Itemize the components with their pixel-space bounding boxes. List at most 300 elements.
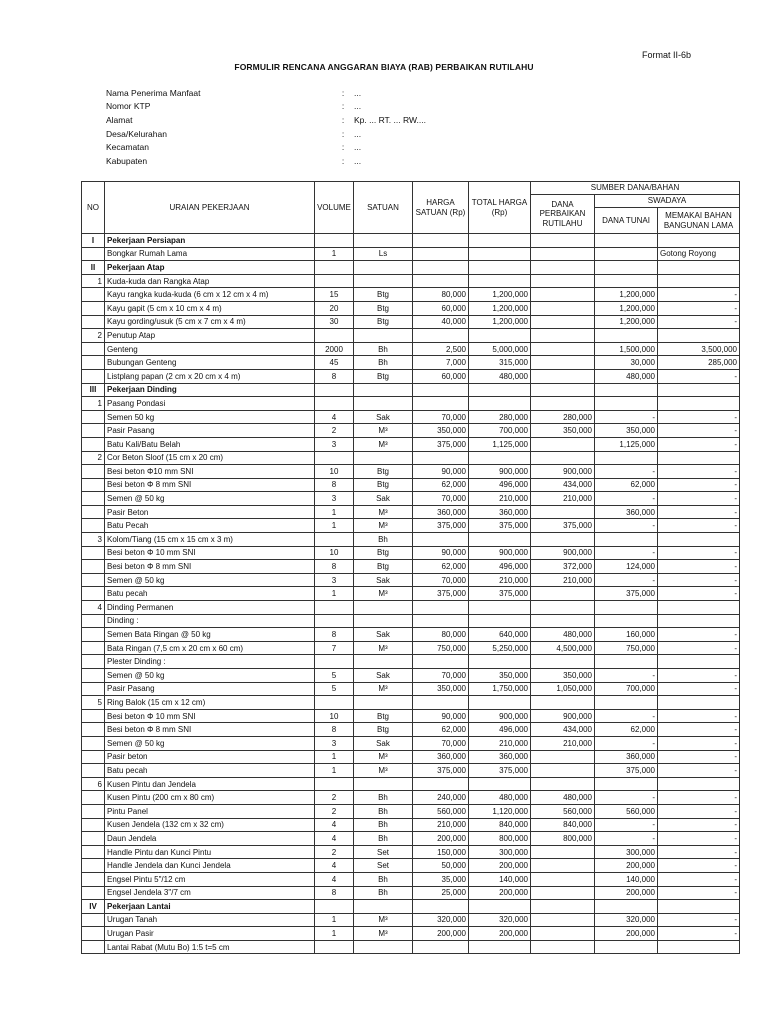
cell-bahan-lama: - [658,913,740,927]
cell-harga-satuan [413,451,469,465]
cell-dana-perbaikan [531,533,595,547]
cell-dana-perbaikan: 4,500,000 [531,641,595,655]
cell-harga-satuan: 60,000 [413,301,469,315]
cell-uraian: Bata Ringan (7,5 cm x 20 cm x 60 cm) [105,641,315,655]
cell-no [82,410,105,424]
cell-volume: 2 [315,845,354,859]
cell-volume: 15 [315,288,354,302]
cell-satuan: Sak [354,492,413,506]
info-row [106,154,426,168]
cell-no: 2 [82,451,105,465]
info-row [106,100,426,114]
info-colon: : [341,114,345,125]
cell-dana-perbaikan: 840,000 [531,818,595,832]
cell-bahan-lama [658,261,740,275]
cell-dana-perbaikan [531,315,595,329]
cell-satuan [354,397,413,411]
cell-dana-tunai [595,533,658,547]
cell-harga-satuan [413,614,469,628]
cell-total-harga: 200,000 [469,859,531,873]
cell-no: 1 [82,397,105,411]
cell-bahan-lama: - [658,478,740,492]
cell-bahan-lama: - [658,859,740,873]
table-row [82,940,740,954]
cell-satuan [354,451,413,465]
cell-total-harga [469,329,531,343]
cell-bahan-lama: - [658,682,740,696]
cell-uraian: Pekerjaan Persiapan [105,234,315,248]
cell-dana-tunai: 160,000 [595,628,658,642]
cell-dana-perbaikan [531,859,595,873]
cell-no [82,859,105,873]
cell-volume: 10 [315,546,354,560]
cell-harga-satuan: 70,000 [413,669,469,683]
cell-bahan-lama: - [658,410,740,424]
cell-dana-tunai: - [595,465,658,479]
table-row [82,397,740,411]
table-row [82,709,740,723]
cell-bahan-lama: - [658,315,740,329]
cell-dana-perbaikan [531,369,595,383]
cell-dana-perbaikan: 560,000 [531,804,595,818]
table-row [82,927,740,941]
cell-bahan-lama: - [658,669,740,683]
cell-harga-satuan [413,397,469,411]
cell-bahan-lama: - [658,832,740,846]
table-row [82,601,740,615]
cell-bahan-lama: - [658,845,740,859]
cell-total-harga: 1,125,000 [469,437,531,451]
table-row [82,478,740,492]
cell-total-harga [469,261,531,275]
cell-volume: 8 [315,886,354,900]
table-row [82,505,740,519]
cell-bahan-lama: - [658,519,740,533]
cell-dana-tunai: 350,000 [595,424,658,438]
cell-volume: 1 [315,750,354,764]
cell-total-harga: 1,200,000 [469,288,531,302]
cell-volume [315,451,354,465]
table-row [82,369,740,383]
cell-satuan: Bh [354,872,413,886]
cell-satuan: Bh [354,356,413,370]
cell-no [82,478,105,492]
cell-dana-tunai: 360,000 [595,505,658,519]
cell-uraian: Besi beton Φ 8 mm SNI [105,723,315,737]
cell-total-harga [469,900,531,914]
cell-volume [315,329,354,343]
cell-satuan [354,696,413,710]
cell-harga-satuan [413,777,469,791]
cell-satuan: Btg [354,546,413,560]
cell-harga-satuan: 350,000 [413,682,469,696]
form-title: FORMULIR RENCANA ANGGARAN BIAYA (RAB) PERBAIKAN RUTILAHU [234,62,534,72]
cell-volume: 4 [315,872,354,886]
info-row [106,86,426,100]
cell-uraian: Besi beton Φ 8 mm SNI [105,560,315,574]
cell-satuan: Set [354,845,413,859]
cell-satuan [354,940,413,954]
cell-volume: 20 [315,301,354,315]
cell-volume: 1 [315,913,354,927]
cell-volume: 3 [315,736,354,750]
cell-bahan-lama: - [658,492,740,506]
cell-dana-tunai: - [595,492,658,506]
cell-no [82,342,105,356]
cell-uraian: Semen Bata Ringan @ 50 kg [105,628,315,642]
cell-total-harga [469,940,531,954]
cell-uraian: Kuda-kuda dan Rangka Atap [105,274,315,288]
cell-total-harga: 900,000 [469,465,531,479]
cell-bahan-lama: - [658,804,740,818]
cell-uraian: Batu Pecah [105,519,315,533]
cell-no [82,641,105,655]
cell-satuan: M³ [354,913,413,927]
cell-volume: 1 [315,587,354,601]
table-row [82,723,740,737]
cell-satuan: M³ [354,505,413,519]
cell-no [82,791,105,805]
cell-dana-perbaikan [531,940,595,954]
cell-dana-tunai: 62,000 [595,478,658,492]
cell-volume [315,655,354,669]
cell-uraian: Pasir Pasang [105,682,315,696]
cell-total-harga: 360,000 [469,750,531,764]
cell-uraian: Kayu gapit (5 cm x 10 cm x 4 m) [105,301,315,315]
cell-total-harga: 140,000 [469,872,531,886]
cell-satuan: Bh [354,818,413,832]
rab-table [81,181,740,954]
cell-harga-satuan: 25,000 [413,886,469,900]
cell-volume [315,614,354,628]
cell-volume: 4 [315,832,354,846]
cell-uraian: Pasir Beton [105,505,315,519]
info-colon: : [341,155,345,166]
header-bahan-lama: MEMAKAI BAHAN BANGUNAN LAMA [658,208,740,234]
cell-satuan: Btg [354,369,413,383]
cell-volume: 8 [315,478,354,492]
info-row [106,127,426,141]
cell-bahan-lama: 285,000 [658,356,740,370]
cell-dana-tunai [595,329,658,343]
table-row [82,315,740,329]
cell-harga-satuan: 62,000 [413,723,469,737]
cell-no [82,750,105,764]
cell-dana-tunai: 200,000 [595,859,658,873]
cell-bahan-lama: 3,500,000 [658,342,740,356]
cell-uraian: Pekerjaan Atap [105,261,315,275]
cell-harga-satuan [413,533,469,547]
cell-harga-satuan: 375,000 [413,437,469,451]
cell-harga-satuan: 62,000 [413,478,469,492]
cell-total-harga [469,451,531,465]
cell-bahan-lama [658,383,740,397]
cell-no [82,764,105,778]
cell-harga-satuan [413,900,469,914]
cell-total-harga: 496,000 [469,560,531,574]
section-row [82,234,740,248]
cell-no: 6 [82,777,105,791]
cell-satuan: Btg [354,723,413,737]
cell-total-harga: 315,000 [469,356,531,370]
cell-no [82,301,105,315]
cell-bahan-lama: - [658,437,740,451]
cell-no [82,519,105,533]
cell-total-harga [469,777,531,791]
cell-satuan [354,383,413,397]
cell-bahan-lama [658,329,740,343]
cell-total-harga: 640,000 [469,628,531,642]
cell-bahan-lama [658,696,740,710]
cell-no [82,927,105,941]
cell-uraian: Semen @ 50 kg [105,669,315,683]
cell-dana-tunai: - [595,818,658,832]
cell-uraian: Handle Pintu dan Kunci Pintu [105,845,315,859]
cell-uraian: Dinding : [105,614,315,628]
cell-uraian: Kusen Jendela (132 cm x 32 cm) [105,818,315,832]
cell-uraian: Kusen Pintu dan Jendela [105,777,315,791]
cell-dana-perbaikan: 280,000 [531,410,595,424]
cell-harga-satuan: 70,000 [413,410,469,424]
cell-harga-satuan [413,234,469,248]
beneficiary-info [106,86,426,168]
cell-satuan: Btg [354,301,413,315]
cell-dana-perbaikan: 900,000 [531,465,595,479]
cell-dana-perbaikan [531,301,595,315]
cell-dana-perbaikan [531,655,595,669]
cell-uraian: Handle Jendela dan Kunci Jendela [105,859,315,873]
section-row [82,261,740,275]
cell-no: 1 [82,274,105,288]
cell-bahan-lama: - [658,505,740,519]
cell-no [82,709,105,723]
cell-dana-tunai: - [595,519,658,533]
cell-volume: 8 [315,628,354,642]
cell-total-harga: 900,000 [469,709,531,723]
cell-harga-satuan [413,261,469,275]
table-row [82,492,740,506]
cell-dana-perbaikan [531,397,595,411]
cell-uraian: Batu pecah [105,764,315,778]
cell-no: 4 [82,601,105,615]
cell-dana-perbaikan [531,601,595,615]
cell-dana-tunai: 62,000 [595,723,658,737]
cell-uraian: Pekerjaan Lantai [105,900,315,914]
cell-volume: 1 [315,764,354,778]
cell-dana-tunai: 124,000 [595,560,658,574]
table-row [82,913,740,927]
cell-no [82,872,105,886]
info-value: ... [354,87,362,98]
cell-uraian: Pintu Panel [105,804,315,818]
cell-bahan-lama: - [658,736,740,750]
cell-satuan: M³ [354,519,413,533]
table-row [82,288,740,302]
cell-total-harga: 300,000 [469,845,531,859]
header-no: NO [82,182,105,234]
cell-dana-tunai: 200,000 [595,927,658,941]
cell-satuan: Sak [354,736,413,750]
cell-total-harga: 900,000 [469,546,531,560]
header-swadaya: SWADAYA [595,195,740,208]
cell-no: IV [82,900,105,914]
cell-uraian: Urugan Tanah [105,913,315,927]
cell-harga-satuan [413,274,469,288]
info-label: Nama Penerima Manfaat [106,87,201,98]
cell-volume: 4 [315,818,354,832]
section-row [82,383,740,397]
cell-dana-perbaikan [531,261,595,275]
cell-satuan: Sak [354,410,413,424]
table-row [82,356,740,370]
cell-harga-satuan: 750,000 [413,641,469,655]
cell-dana-perbaikan: 800,000 [531,832,595,846]
cell-satuan: M³ [354,587,413,601]
cell-bahan-lama: - [658,872,740,886]
cell-harga-satuan: 320,000 [413,913,469,927]
info-value: ... [354,128,362,139]
header-total-harga: TOTAL HARGA (Rp) [469,182,531,234]
cell-harga-satuan [413,696,469,710]
cell-total-harga [469,247,531,261]
table-row [82,736,740,750]
cell-uraian: Bubungan Genteng [105,356,315,370]
cell-no: I [82,234,105,248]
cell-volume [315,940,354,954]
cell-volume: 8 [315,723,354,737]
cell-harga-satuan: 80,000 [413,628,469,642]
cell-uraian: Ring Balok (15 cm x 12 cm) [105,696,315,710]
cell-satuan [354,900,413,914]
cell-dana-tunai: 140,000 [595,872,658,886]
cell-volume: 3 [315,437,354,451]
cell-dana-perbaikan: 1,050,000 [531,682,595,696]
table-row [82,886,740,900]
cell-satuan [354,274,413,288]
cell-satuan: Sak [354,573,413,587]
info-row [106,113,426,127]
cell-total-harga [469,533,531,547]
cell-harga-satuan: 90,000 [413,465,469,479]
cell-volume: 8 [315,369,354,383]
cell-dana-tunai: 1,200,000 [595,288,658,302]
section-row [82,900,740,914]
cell-dana-perbaikan: 375,000 [531,519,595,533]
cell-dana-tunai [595,696,658,710]
cell-harga-satuan: 560,000 [413,804,469,818]
info-label: Kabupaten [106,155,148,166]
cell-no [82,437,105,451]
cell-uraian: Bongkar Rumah Lama [105,247,315,261]
cell-dana-perbaikan: 900,000 [531,709,595,723]
info-colon: : [341,87,345,98]
cell-dana-tunai: - [595,546,658,560]
cell-dana-perbaikan [531,764,595,778]
cell-satuan: M³ [354,437,413,451]
table-row [82,274,740,288]
cell-harga-satuan: 375,000 [413,587,469,601]
cell-volume: 7 [315,641,354,655]
cell-harga-satuan: 350,000 [413,424,469,438]
cell-no [82,560,105,574]
cell-volume: 2000 [315,342,354,356]
cell-uraian: Semen @ 50 kg [105,492,315,506]
cell-dana-perbaikan [531,927,595,941]
cell-volume [315,900,354,914]
cell-total-harga: 375,000 [469,519,531,533]
cell-satuan [354,261,413,275]
cell-dana-tunai: - [595,709,658,723]
cell-harga-satuan: 90,000 [413,709,469,723]
cell-satuan: Sak [354,669,413,683]
cell-dana-tunai: 480,000 [595,369,658,383]
cell-no [82,655,105,669]
cell-uraian: Engsel Pintu 5"/12 cm [105,872,315,886]
cell-uraian: Urugan Pasir [105,927,315,941]
cell-bahan-lama: - [658,369,740,383]
cell-bahan-lama [658,940,740,954]
cell-dana-tunai: 1,500,000 [595,342,658,356]
cell-total-harga: 5,000,000 [469,342,531,356]
cell-uraian: Cor Beton Sloof (15 cm x 20 cm) [105,451,315,465]
cell-satuan: Btg [354,560,413,574]
table-row [82,424,740,438]
cell-bahan-lama: - [658,818,740,832]
cell-volume: 1 [315,247,354,261]
table-row [82,832,740,846]
header-dana-perbaikan: DANA PERBAIKAN RUTILAHU [531,195,595,234]
table-row [82,451,740,465]
cell-bahan-lama: - [658,750,740,764]
cell-harga-satuan [413,601,469,615]
cell-bahan-lama: - [658,709,740,723]
table-row [82,696,740,710]
cell-harga-satuan: 200,000 [413,927,469,941]
cell-dana-tunai [595,655,658,669]
cell-harga-satuan: 2,500 [413,342,469,356]
cell-total-harga: 280,000 [469,410,531,424]
cell-bahan-lama: - [658,573,740,587]
info-value: ... [354,142,362,153]
table-row [82,669,740,683]
cell-dana-tunai [595,777,658,791]
cell-uraian: Kolom/Tiang (15 cm x 15 cm x 3 m) [105,533,315,547]
cell-bahan-lama [658,397,740,411]
cell-uraian: Pekerjaan Dinding [105,383,315,397]
cell-harga-satuan: 40,000 [413,315,469,329]
cell-bahan-lama: Gotong Royong [658,247,740,261]
cell-total-harga: 200,000 [469,927,531,941]
cell-dana-perbaikan: 434,000 [531,723,595,737]
table-row [82,519,740,533]
cell-satuan [354,655,413,669]
cell-volume: 3 [315,492,354,506]
cell-dana-perbaikan [531,587,595,601]
cell-bahan-lama: - [658,546,740,560]
table-row [82,329,740,343]
cell-satuan [354,601,413,615]
cell-harga-satuan: 50,000 [413,859,469,873]
cell-dana-tunai: 300,000 [595,845,658,859]
header-harga-satuan: HARGA SATUAN (Rp) [413,182,469,234]
cell-dana-tunai [595,451,658,465]
header-satuan: SATUAN [354,182,413,234]
cell-dana-perbaikan [531,437,595,451]
cell-dana-perbaikan: 372,000 [531,560,595,574]
cell-satuan: M³ [354,764,413,778]
cell-total-harga: 320,000 [469,913,531,927]
cell-dana-tunai: - [595,832,658,846]
